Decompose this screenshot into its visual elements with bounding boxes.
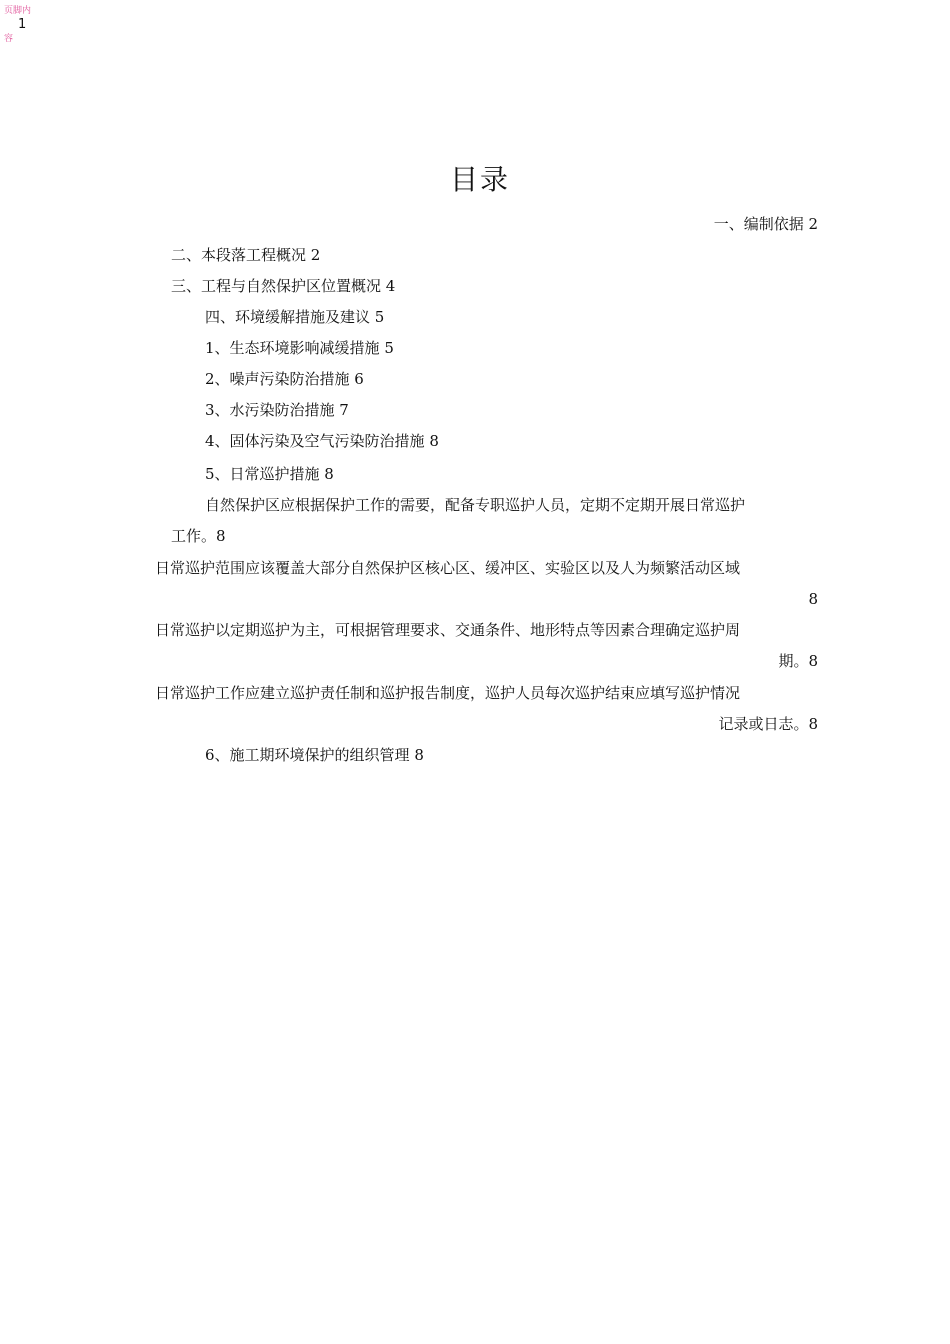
page-title: 目录 [449,163,510,196]
page-number: 1 [18,17,27,32]
toc-entry-patrol-report-line2[interactable]: 记录或日志。8 [718,715,818,733]
toc-entry-patrol-report-line1[interactable]: 日常巡护工作应建立巡护责任制和巡护报告制度，巡护人员每次巡护结束应填写巡护情况 [155,684,741,702]
toc-entry-mitigation-measures[interactable]: 四、环境缓解措施及建议 5 [205,308,385,326]
toc-entry-daily-patrol[interactable]: 5、日常巡护措施 8 [205,465,334,483]
toc-entry-patrol-staffing-line2[interactable]: 工作。8 [171,527,226,545]
toc-entry-construction-management[interactable]: 6、施工期环境保护的组织管理 8 [205,746,424,764]
toc-entry-patrol-period-line1[interactable]: 日常巡护以定期巡护为主，可根据管理要求、交通条件、地形特点等因素合理确定巡护周 [155,621,741,639]
toc-entry-patrol-period-line2[interactable]: 期。8 [778,652,818,670]
toc-entry-noise-control[interactable]: 2、噪声污染防治措施 6 [205,370,364,388]
toc-entry-location-overview[interactable]: 三、工程与自然保护区位置概况 4 [171,277,396,295]
toc-entry-ecological-mitigation[interactable]: 1、生态环境影响减缓措施 5 [205,339,394,357]
toc-entry-project-overview[interactable]: 二、本段落工程概况 2 [171,246,321,264]
toc-entry-patrol-scope-line1[interactable]: 日常巡护范围应该覆盖大部分自然保护区核心区、缓冲区、实验区以及人为频繁活动区域 [155,559,741,577]
toc-entry-water-control[interactable]: 3、水污染防治措施 7 [205,401,349,419]
toc-entry-basis[interactable]: 一、编制依据 2 [713,215,818,233]
footer-placeholder-line1: 页脚内 [4,6,32,16]
footer-placeholder-line2: 容 [4,34,14,44]
toc-entry-patrol-staffing-line1[interactable]: 自然保护区应根据保护工作的需要，配备专职巡护人员，定期不定期开展日常巡护 [205,496,746,514]
toc-entry-patrol-scope-line2[interactable]: 8 [808,590,818,608]
toc-entry-solid-air-control[interactable]: 4、固体污染及空气污染防治措施 8 [205,432,439,450]
